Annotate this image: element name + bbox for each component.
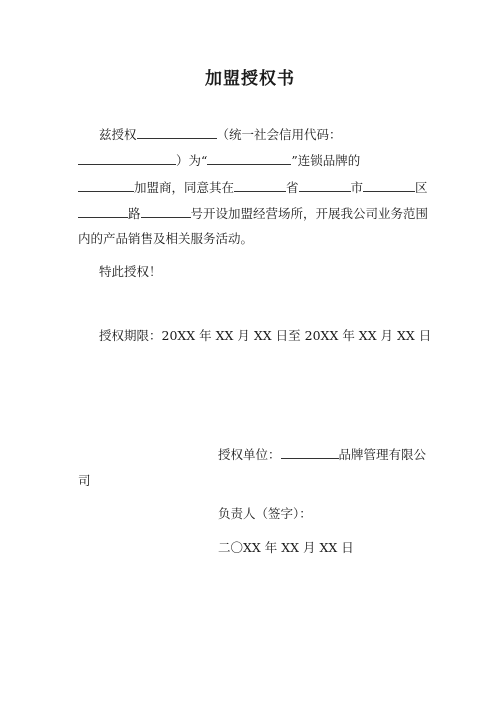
text-brand-close: ”连锁品牌的 [291, 153, 361, 168]
blank-franchisee [78, 179, 134, 192]
paragraph-line-4 [78, 205, 428, 222]
blank-province [234, 179, 286, 192]
authorization-period: 授权期限：20XX 年 XX 月 XX 日至 20XX 年 XX 月 XX 日 [99, 328, 432, 343]
blank-city [299, 179, 351, 192]
special-statement: 特此授权！ [99, 264, 162, 279]
text-province: 省 [286, 180, 299, 195]
blank-company-name [137, 126, 217, 139]
text-brand-open: ）为“ [176, 153, 208, 168]
blank-number [141, 205, 191, 218]
document-title: 加盟授权书 [205, 69, 295, 89]
text-city: 市 [350, 180, 364, 195]
blank-credit-code [78, 152, 176, 165]
document-date: 二〇XX 年 XX 月 XX 日 [218, 540, 354, 555]
text-scope-end: 内的产品销售及相关服务活动。 [78, 231, 254, 246]
text-road: 路 [128, 206, 141, 221]
text-authorize-prefix: 兹授权 [99, 127, 137, 142]
text-district: 区 [415, 180, 428, 195]
blank-brand-name [207, 152, 291, 165]
text-franchisee: 加盟商，同意其在 [134, 180, 235, 195]
text-number-scope: 号开设加盟经营场所，开展我公司业务范围 [190, 206, 429, 221]
blank-road [78, 205, 128, 218]
paragraph-line-1 [99, 126, 342, 143]
blank-district [363, 179, 415, 192]
text-credit-code-label: （统一社会信用代码： [216, 127, 342, 142]
paragraph-line-5 [78, 231, 253, 247]
authorizing-unit [218, 446, 426, 463]
blank-unit-name [281, 446, 339, 459]
authorizing-unit-wrap: 司 [78, 473, 91, 488]
text-unit-label: 授权单位： [218, 447, 281, 462]
text-unit-suffix: 品牌管理有限公 [338, 447, 427, 462]
paragraph-line-3 [78, 179, 428, 196]
signatory-label: 负责人（签字）： [218, 506, 312, 521]
paragraph-line-2 [78, 152, 360, 169]
